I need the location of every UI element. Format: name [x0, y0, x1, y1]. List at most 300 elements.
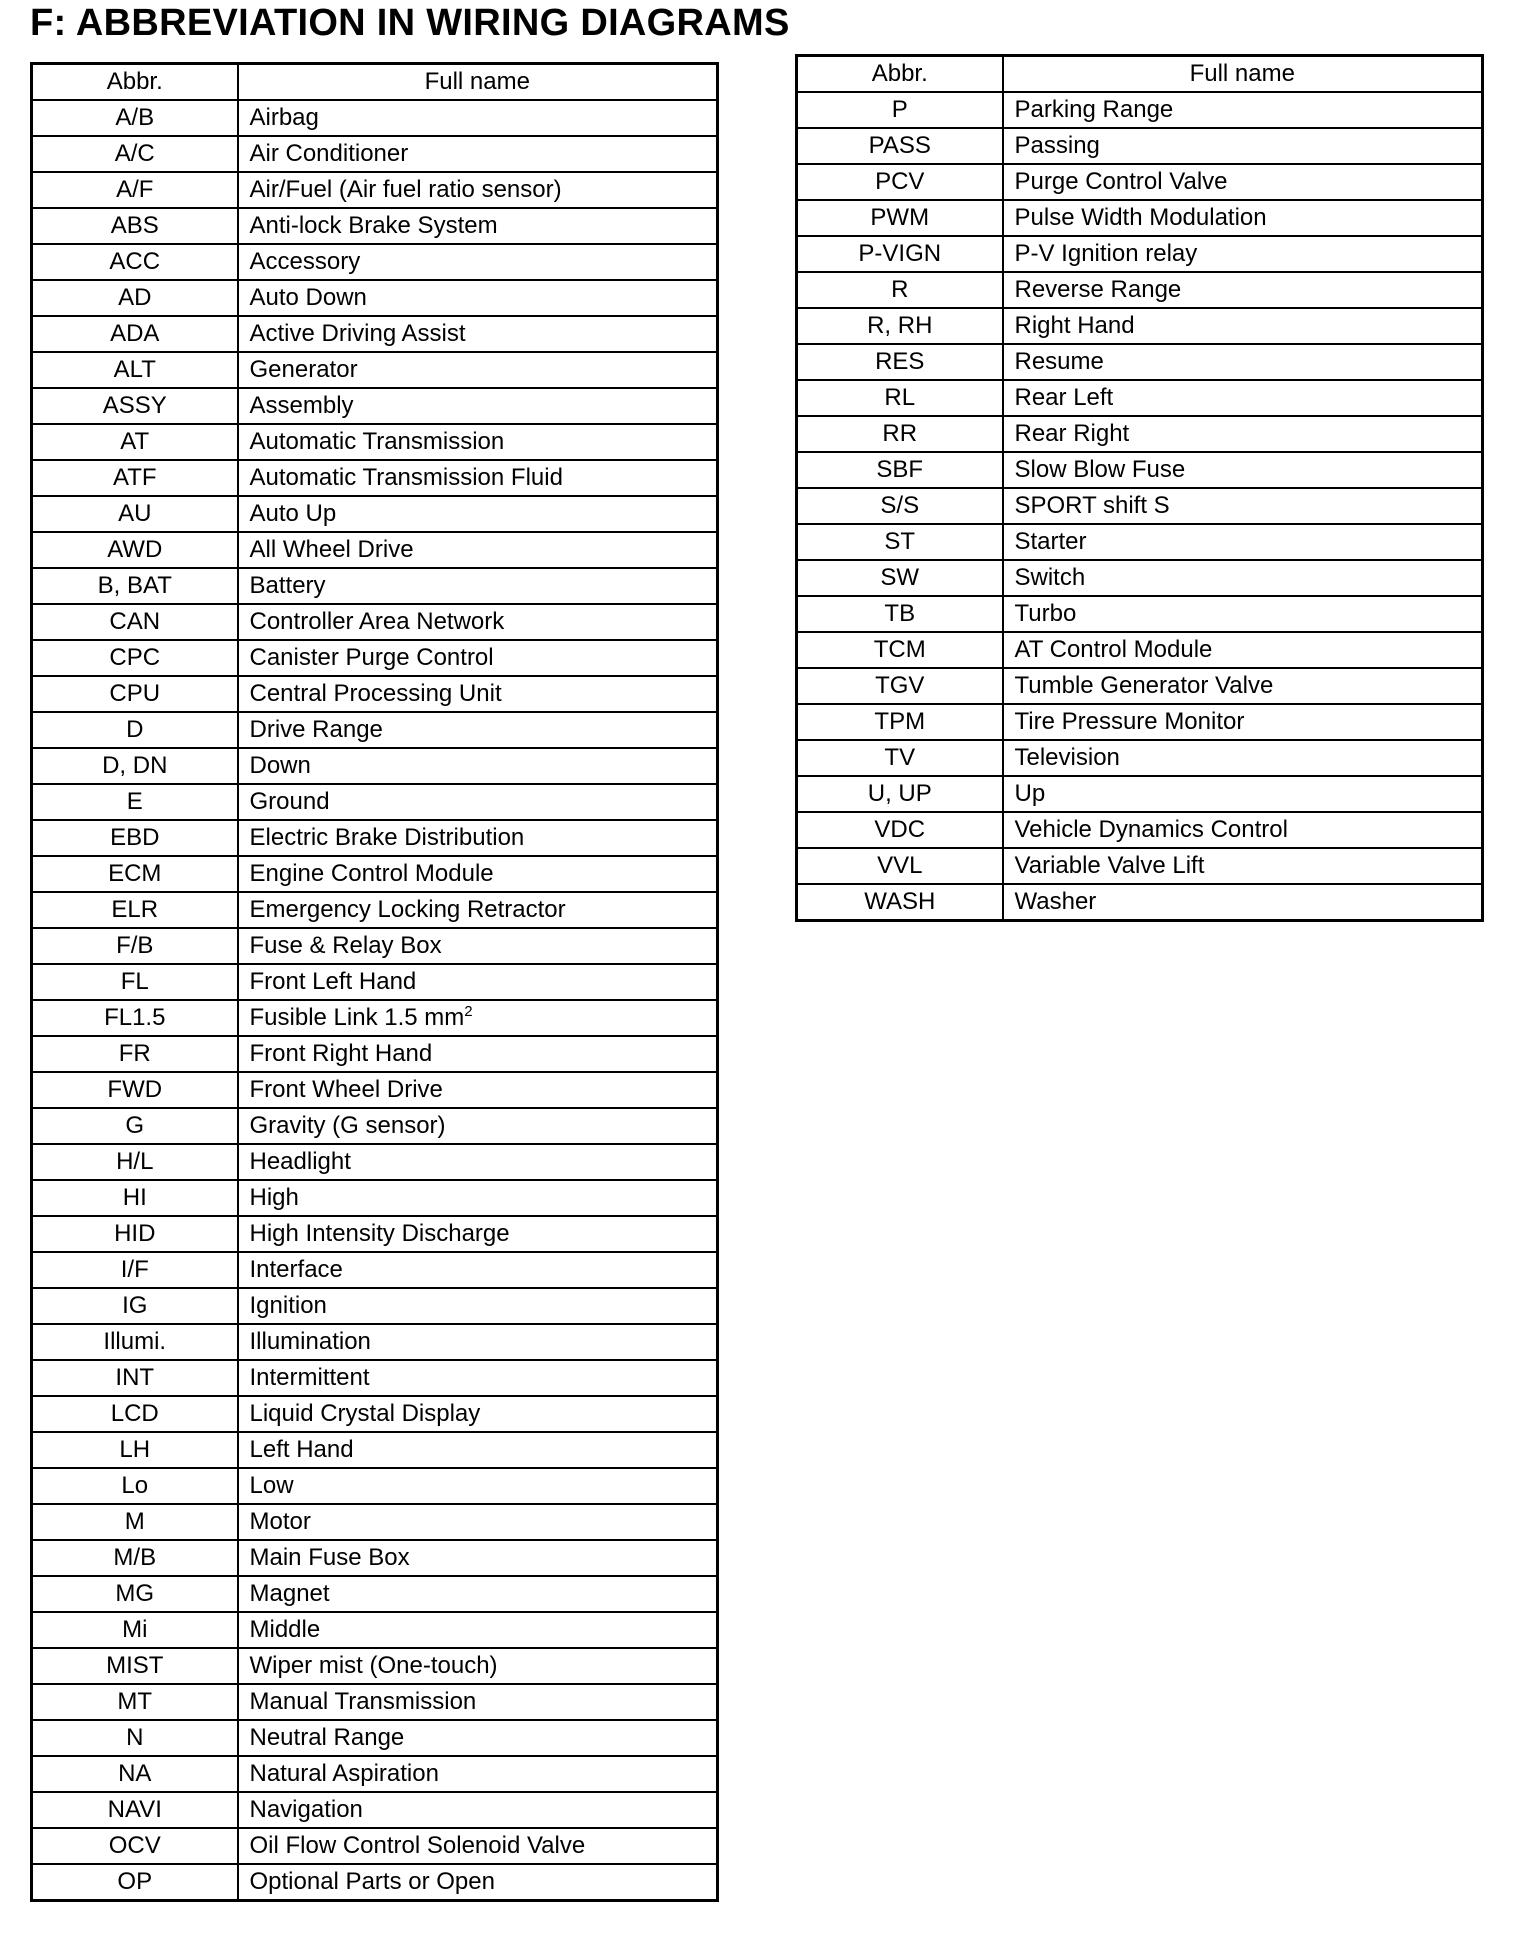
full-name-text: Television — [1014, 744, 1120, 771]
abbr-cell: U, UP — [797, 776, 1003, 812]
full-name-text: Active Driving Assist — [249, 320, 466, 347]
full-name-text: Low — [249, 1472, 294, 1499]
full-name-text: Liquid Crystal Display — [249, 1400, 481, 1427]
table-row — [797, 812, 1483, 848]
full-name-cell — [238, 496, 718, 532]
full-name-text: Central Processing Unit — [249, 680, 502, 707]
abbr-cell: SW — [797, 560, 1003, 596]
abbr-cell: TB — [797, 596, 1003, 632]
abbr-cell: A/C — [32, 136, 238, 172]
full-name-cell — [238, 316, 718, 352]
full-name-text: Fusible Link 1.5 mm — [249, 1004, 465, 1031]
full-name-text: Automatic Transmission Fluid — [249, 464, 563, 491]
full-name-text: Intermittent — [249, 1364, 370, 1391]
abbr-cell: AD — [32, 280, 238, 316]
full-name-text: Fuse & Relay Box — [249, 932, 442, 959]
abbr-cell: F/B — [32, 928, 238, 964]
full-name-text: High Intensity Discharge — [249, 1220, 510, 1247]
full-name-cell — [1003, 596, 1483, 632]
table-row — [797, 452, 1483, 488]
table-row — [797, 740, 1483, 776]
full-name-cell — [1003, 272, 1483, 308]
full-name-text: Tumble Generator Valve — [1014, 672, 1274, 699]
full-name-cell — [238, 172, 718, 208]
table-row — [32, 1540, 718, 1576]
abbr-cell: RES — [797, 344, 1003, 380]
full-name-cell — [238, 1504, 718, 1540]
table-row — [797, 524, 1483, 560]
full-name-text: Variable Valve Lift — [1014, 852, 1205, 879]
full-name-cell — [1003, 488, 1483, 524]
abbr-cell: FL — [32, 964, 238, 1000]
full-name-cell — [1003, 164, 1483, 200]
full-name-cell — [238, 676, 718, 712]
table-row — [32, 532, 718, 568]
table-row — [32, 1576, 718, 1612]
full-name-text: Resume — [1014, 348, 1104, 375]
abbr-cell: RL — [797, 380, 1003, 416]
abbr-cell: Illumi. — [32, 1324, 238, 1360]
table-row — [797, 200, 1483, 236]
full-name-cell — [238, 1252, 718, 1288]
full-name-column-header: Full name — [1003, 56, 1483, 93]
full-name-cell — [238, 748, 718, 784]
full-name-text: Controller Area Network — [249, 608, 505, 635]
full-name-text: Down — [249, 752, 311, 779]
table-row — [32, 424, 718, 460]
full-name-text: Left Hand — [249, 1436, 354, 1463]
full-name-text: Motor — [249, 1508, 311, 1535]
full-name-cell — [238, 856, 718, 892]
full-name-cell — [238, 100, 718, 136]
table-row — [32, 748, 718, 784]
abbr-cell: MIST — [32, 1648, 238, 1684]
full-name-cell — [1003, 236, 1483, 272]
full-name-text: Drive Range — [249, 716, 383, 743]
abbr-cell: I/F — [32, 1252, 238, 1288]
full-name-text: Front Wheel Drive — [249, 1076, 443, 1103]
table-row — [32, 1072, 718, 1108]
full-name-cell — [1003, 884, 1483, 921]
table-row — [797, 128, 1483, 164]
full-name-text: Front Right Hand — [249, 1040, 433, 1067]
table-row — [32, 1144, 718, 1180]
full-name-text: Turbo — [1014, 600, 1077, 627]
full-name-text: Washer — [1014, 888, 1097, 915]
full-name-text: Automatic Transmission — [249, 428, 505, 455]
full-name-cell — [238, 388, 718, 424]
abbr-cell: M/B — [32, 1540, 238, 1576]
abbr-cell: OCV — [32, 1828, 238, 1864]
abbr-cell: TPM — [797, 704, 1003, 740]
full-name-cell — [238, 1684, 718, 1720]
table-row — [32, 1720, 718, 1756]
full-name-cell — [238, 424, 718, 460]
full-name-cell — [1003, 344, 1483, 380]
full-name-cell — [238, 1612, 718, 1648]
full-name-text: Auto Up — [249, 500, 337, 527]
abbr-cell: HI — [32, 1180, 238, 1216]
full-name-text: Vehicle Dynamics Control — [1014, 816, 1288, 843]
table-row — [32, 892, 718, 928]
abbr-cell: ABS — [32, 208, 238, 244]
full-name-cell — [1003, 704, 1483, 740]
full-name-cell — [1003, 812, 1483, 848]
full-name-cell — [1003, 848, 1483, 884]
full-name-cell — [1003, 308, 1483, 344]
full-name-cell — [238, 1036, 718, 1072]
full-name-text: Main Fuse Box — [249, 1544, 410, 1571]
abbr-cell: ST — [797, 524, 1003, 560]
table-row — [32, 1684, 718, 1720]
full-name-cell — [1003, 524, 1483, 560]
abbr-cell: RR — [797, 416, 1003, 452]
abbr-cell: LH — [32, 1432, 238, 1468]
full-name-cell — [238, 1144, 718, 1180]
full-name-text: AT Control Module — [1014, 636, 1213, 663]
table-row — [797, 596, 1483, 632]
full-name-cell — [1003, 128, 1483, 164]
table-row — [797, 236, 1483, 272]
abbr-column-header: Abbr. — [32, 64, 238, 101]
abbr-cell: NAVI — [32, 1792, 238, 1828]
abbr-cell: MT — [32, 1684, 238, 1720]
full-name-text: Rear Right — [1014, 420, 1130, 447]
abbr-cell: A/B — [32, 100, 238, 136]
abbr-cell: EBD — [32, 820, 238, 856]
full-name-text: Tire Pressure Monitor — [1014, 708, 1245, 735]
full-name-cell — [238, 460, 718, 496]
full-name-text: Parking Range — [1014, 96, 1174, 123]
full-name-cell — [238, 1216, 718, 1252]
full-name-cell — [238, 1540, 718, 1576]
table-row — [32, 676, 718, 712]
table-row — [32, 712, 718, 748]
table-row — [32, 1288, 718, 1324]
table-row — [32, 1324, 718, 1360]
table-row — [32, 1180, 718, 1216]
full-name-cell — [238, 244, 718, 280]
table-row — [32, 1612, 718, 1648]
abbr-cell: HID — [32, 1216, 238, 1252]
table-row — [32, 280, 718, 316]
abbr-cell: VVL — [797, 848, 1003, 884]
table-row — [32, 388, 718, 424]
full-name-text: Canister Purge Control — [249, 644, 494, 671]
table-row — [32, 1504, 718, 1540]
full-name-cell — [1003, 632, 1483, 668]
full-name-cell — [238, 1864, 718, 1901]
full-name-text: Manual Transmission — [249, 1688, 477, 1715]
full-name-cell — [1003, 668, 1483, 704]
table-row — [797, 416, 1483, 452]
table-row — [797, 632, 1483, 668]
full-name-text: Accessory — [249, 248, 361, 275]
full-name-text: Neutral Range — [249, 1724, 405, 1751]
full-name-text: P-V Ignition relay — [1014, 240, 1198, 267]
abbr-cell: VDC — [797, 812, 1003, 848]
table-header-row — [797, 56, 1483, 93]
full-name-cell — [238, 136, 718, 172]
full-name-text: Slow Blow Fuse — [1014, 456, 1186, 483]
abbr-cell: M — [32, 1504, 238, 1540]
full-name-cell — [238, 1756, 718, 1792]
table-row — [32, 1108, 718, 1144]
abbr-cell: A/F — [32, 172, 238, 208]
abbr-cell: PASS — [797, 128, 1003, 164]
table-row — [32, 100, 718, 136]
table-row — [32, 316, 718, 352]
full-name-text: Ground — [249, 788, 330, 815]
full-name-cell — [1003, 416, 1483, 452]
full-name-cell — [238, 1360, 718, 1396]
full-name-cell — [238, 964, 718, 1000]
full-name-text: Emergency Locking Retractor — [249, 896, 566, 923]
table-row — [797, 92, 1483, 128]
full-name-text: Air/Fuel (Air fuel ratio sensor) — [249, 176, 562, 203]
full-name-cell — [238, 784, 718, 820]
table-row — [32, 244, 718, 280]
abbr-cell: D, DN — [32, 748, 238, 784]
table-row — [32, 1000, 718, 1036]
abbr-cell: WASH — [797, 884, 1003, 921]
full-name-text: All Wheel Drive — [249, 536, 414, 563]
abbreviation-table-left — [30, 62, 719, 1902]
full-name-text: Oil Flow Control Solenoid Valve — [249, 1832, 586, 1859]
abbr-cell: INT — [32, 1360, 238, 1396]
full-name-text: Right Hand — [1014, 312, 1135, 339]
full-name-cell — [1003, 200, 1483, 236]
table-row — [32, 784, 718, 820]
table-row — [32, 1252, 718, 1288]
abbr-cell: AU — [32, 496, 238, 532]
full-name-text: Wiper mist (One-touch) — [249, 1652, 498, 1679]
table-row — [32, 1864, 718, 1901]
full-name-cell — [238, 280, 718, 316]
full-name-cell — [238, 1288, 718, 1324]
full-name-cell — [238, 532, 718, 568]
full-name-text: Front Left Hand — [249, 968, 417, 995]
abbr-cell: PWM — [797, 200, 1003, 236]
full-name-text: Rear Left — [1014, 384, 1114, 411]
table-row — [32, 208, 718, 244]
abbr-cell: H/L — [32, 1144, 238, 1180]
abbr-cell: AWD — [32, 532, 238, 568]
table-row — [32, 856, 718, 892]
abbr-cell: OP — [32, 1864, 238, 1901]
abbr-cell: SBF — [797, 452, 1003, 488]
table-row — [797, 488, 1483, 524]
full-name-text: Electric Brake Distribution — [249, 824, 525, 851]
table-row — [32, 1396, 718, 1432]
full-name-cell — [238, 568, 718, 604]
table-row — [32, 496, 718, 532]
full-name-cell — [238, 712, 718, 748]
full-name-text: Reverse Range — [1014, 276, 1182, 303]
full-name-text: Assembly — [249, 392, 354, 419]
full-name-cell — [238, 1072, 718, 1108]
full-name-cell — [238, 1468, 718, 1504]
table-row — [32, 172, 718, 208]
abbreviation-table-right — [795, 54, 1484, 922]
table-row — [32, 820, 718, 856]
table-row — [797, 344, 1483, 380]
table-row — [32, 1756, 718, 1792]
abbr-cell: S/S — [797, 488, 1003, 524]
full-name-text: Switch — [1014, 564, 1086, 591]
table-row — [32, 964, 718, 1000]
full-name-cell — [1003, 776, 1483, 812]
full-name-cell — [238, 928, 718, 964]
table-row — [32, 604, 718, 640]
full-name-text: Auto Down — [249, 284, 367, 311]
full-name-cell — [1003, 92, 1483, 128]
full-name-text: Illumination — [249, 1328, 371, 1355]
abbr-cell: FL1.5 — [32, 1000, 238, 1036]
full-name-column-header: Full name — [238, 64, 718, 101]
table-row — [32, 1432, 718, 1468]
full-name-cell — [238, 352, 718, 388]
full-name-text: Airbag — [249, 104, 319, 131]
page-title: F: ABBREVIATION IN WIRING DIAGRAMS — [30, 2, 790, 44]
full-name-text: Pulse Width Modulation — [1014, 204, 1267, 231]
table-row — [32, 1792, 718, 1828]
abbr-cell: ALT — [32, 352, 238, 388]
full-name-cell — [238, 1432, 718, 1468]
abbr-cell: FR — [32, 1036, 238, 1072]
table-row — [32, 1828, 718, 1864]
table-row — [797, 380, 1483, 416]
table-row — [797, 164, 1483, 200]
full-name-cell — [238, 604, 718, 640]
full-name-cell — [238, 1000, 718, 1036]
table-row — [797, 308, 1483, 344]
abbr-cell: NA — [32, 1756, 238, 1792]
table-row — [32, 352, 718, 388]
table-row — [32, 1468, 718, 1504]
full-name-cell — [238, 1324, 718, 1360]
table-row — [797, 272, 1483, 308]
abbr-cell: IG — [32, 1288, 238, 1324]
abbr-cell: P-VIGN — [797, 236, 1003, 272]
table-row — [32, 1216, 718, 1252]
table-row — [32, 460, 718, 496]
full-name-cell — [238, 1720, 718, 1756]
full-name-text: SPORT shift S — [1014, 492, 1170, 519]
full-name-text: Purge Control Valve — [1014, 168, 1228, 195]
full-name-cell — [238, 820, 718, 856]
abbr-cell: B, BAT — [32, 568, 238, 604]
abbr-cell: LCD — [32, 1396, 238, 1432]
table-row — [32, 1036, 718, 1072]
full-name-cell — [1003, 452, 1483, 488]
abbr-cell: Lo — [32, 1468, 238, 1504]
abbr-cell: TV — [797, 740, 1003, 776]
full-name-text: Navigation — [249, 1796, 363, 1823]
table-header-row — [32, 64, 718, 101]
abbr-cell: PCV — [797, 164, 1003, 200]
abbr-cell: ELR — [32, 892, 238, 928]
full-name-text: Interface — [249, 1256, 343, 1283]
table-row — [32, 568, 718, 604]
abbr-cell: E — [32, 784, 238, 820]
abbr-cell: R, RH — [797, 308, 1003, 344]
full-name-cell — [238, 1108, 718, 1144]
table-row — [797, 560, 1483, 596]
abbr-cell: CPC — [32, 640, 238, 676]
full-name-cell — [238, 1792, 718, 1828]
abbr-cell: ACC — [32, 244, 238, 280]
full-name-text: Starter — [1014, 528, 1087, 555]
full-name-cell — [238, 1576, 718, 1612]
abbr-cell: CAN — [32, 604, 238, 640]
full-name-cell — [238, 1396, 718, 1432]
full-name-cell — [1003, 560, 1483, 596]
abbr-cell: AT — [32, 424, 238, 460]
abbr-cell: G — [32, 1108, 238, 1144]
table-row — [797, 668, 1483, 704]
full-name-text: Engine Control Module — [249, 860, 494, 887]
abbr-cell: R — [797, 272, 1003, 308]
table-row — [797, 848, 1483, 884]
full-name-cell — [238, 1648, 718, 1684]
table-row — [32, 928, 718, 964]
full-name-text: High — [249, 1184, 299, 1211]
full-name-text: Anti-lock Brake System — [249, 212, 498, 239]
full-name-text: Ignition — [249, 1292, 327, 1319]
table-row — [32, 1360, 718, 1396]
abbr-cell: ASSY — [32, 388, 238, 424]
table-row — [32, 640, 718, 676]
full-name-cell — [238, 1180, 718, 1216]
full-name-text: Air Conditioner — [249, 140, 409, 167]
full-name-cell — [238, 1828, 718, 1864]
full-name-text: Up — [1014, 780, 1046, 807]
full-name-text: Magnet — [249, 1580, 330, 1607]
abbr-cell: Mi — [32, 1612, 238, 1648]
full-name-cell — [238, 892, 718, 928]
full-name-cell — [1003, 740, 1483, 776]
table-row — [797, 704, 1483, 740]
full-name-text: Passing — [1014, 132, 1100, 159]
abbr-cell: MG — [32, 1576, 238, 1612]
full-name-text: Natural Aspiration — [249, 1760, 439, 1787]
abbr-cell: P — [797, 92, 1003, 128]
full-name-cell — [238, 208, 718, 244]
abbr-cell: FWD — [32, 1072, 238, 1108]
abbr-cell: CPU — [32, 676, 238, 712]
table-row — [797, 776, 1483, 812]
abbr-cell: TCM — [797, 632, 1003, 668]
superscript: 2 — [464, 1003, 473, 1020]
table-row — [797, 884, 1483, 921]
full-name-text: Battery — [249, 572, 326, 599]
full-name-text: Headlight — [249, 1148, 351, 1175]
abbr-cell: TGV — [797, 668, 1003, 704]
full-name-cell — [238, 640, 718, 676]
table-row — [32, 136, 718, 172]
full-name-cell — [1003, 380, 1483, 416]
full-name-text: Middle — [249, 1616, 321, 1643]
abbr-cell: ADA — [32, 316, 238, 352]
full-name-text: Gravity (G sensor) — [249, 1112, 446, 1139]
full-name-text: Optional Parts or Open — [249, 1868, 495, 1895]
abbr-cell: ATF — [32, 460, 238, 496]
table-row — [32, 1648, 718, 1684]
abbr-column-header: Abbr. — [797, 56, 1003, 93]
full-name-text: Generator — [249, 356, 358, 383]
abbr-cell: N — [32, 1720, 238, 1756]
